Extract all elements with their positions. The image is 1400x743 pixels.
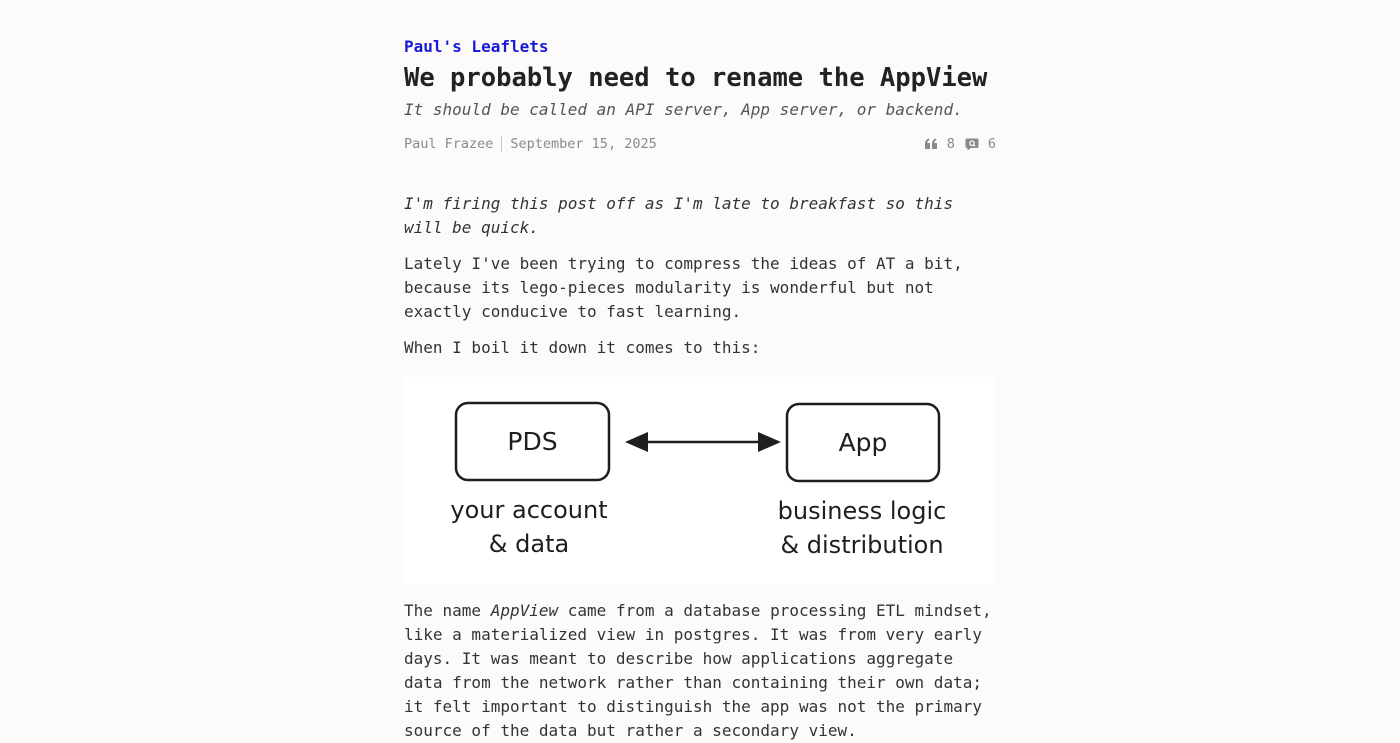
pds-caption-line-2: & data [488, 530, 570, 558]
app-caption-line-2: & distribution [780, 531, 944, 559]
intro-paragraph: I'm firing this post off as I'm late to breakfast so this will be quick. [404, 194, 954, 237]
byline-divider [501, 136, 502, 152]
post-date: September 15, 2025 [510, 136, 657, 152]
post-title: We probably need to rename the AppView [404, 63, 988, 93]
post-subtitle: It should be called an API server, App server, or backend. [404, 100, 963, 119]
publication-link[interactable]: Paul's Leaflets [404, 37, 549, 56]
diagram-svg [404, 377, 995, 585]
arrowhead-right [758, 432, 781, 452]
pds-caption-line-1: your account [450, 496, 608, 524]
app-caption-line-1: business logic [777, 497, 947, 525]
paragraph-text: The name [404, 601, 491, 620]
comments-stat[interactable] [965, 136, 996, 152]
quotes-count: 8 [946, 136, 955, 152]
paragraph: When I boil it down it comes to this: [404, 338, 761, 357]
arrowhead-left [625, 432, 648, 452]
appview-emphasis: AppView [490, 601, 559, 620]
app-box-label: App [838, 428, 888, 457]
quote-icon [924, 138, 938, 150]
comment-icon [965, 138, 979, 151]
paragraph [404, 599, 996, 743]
post-stats [924, 136, 996, 152]
architecture-diagram [404, 377, 995, 585]
pds-box-label: PDS [507, 427, 558, 456]
author-name[interactable]: Paul Frazee [404, 136, 494, 152]
paragraph: Lately I've been trying to compress the ideas of AT a bit, because its lego-pieces modularity is wonderful but not exactly conducive to fast learning. [404, 254, 963, 321]
byline [404, 136, 657, 152]
paragraph-text: came from a database processing ETL mindset, like a materialized view in postgres. It was from very early days. It was meant to describe how applications aggregate data from the network rather than containing their own data; it felt important to distinguish the app was not the primary source of the data but rather a secondary view. [404, 601, 992, 740]
comments-count: 6 [987, 136, 996, 152]
quotes-stat[interactable] [924, 136, 955, 152]
